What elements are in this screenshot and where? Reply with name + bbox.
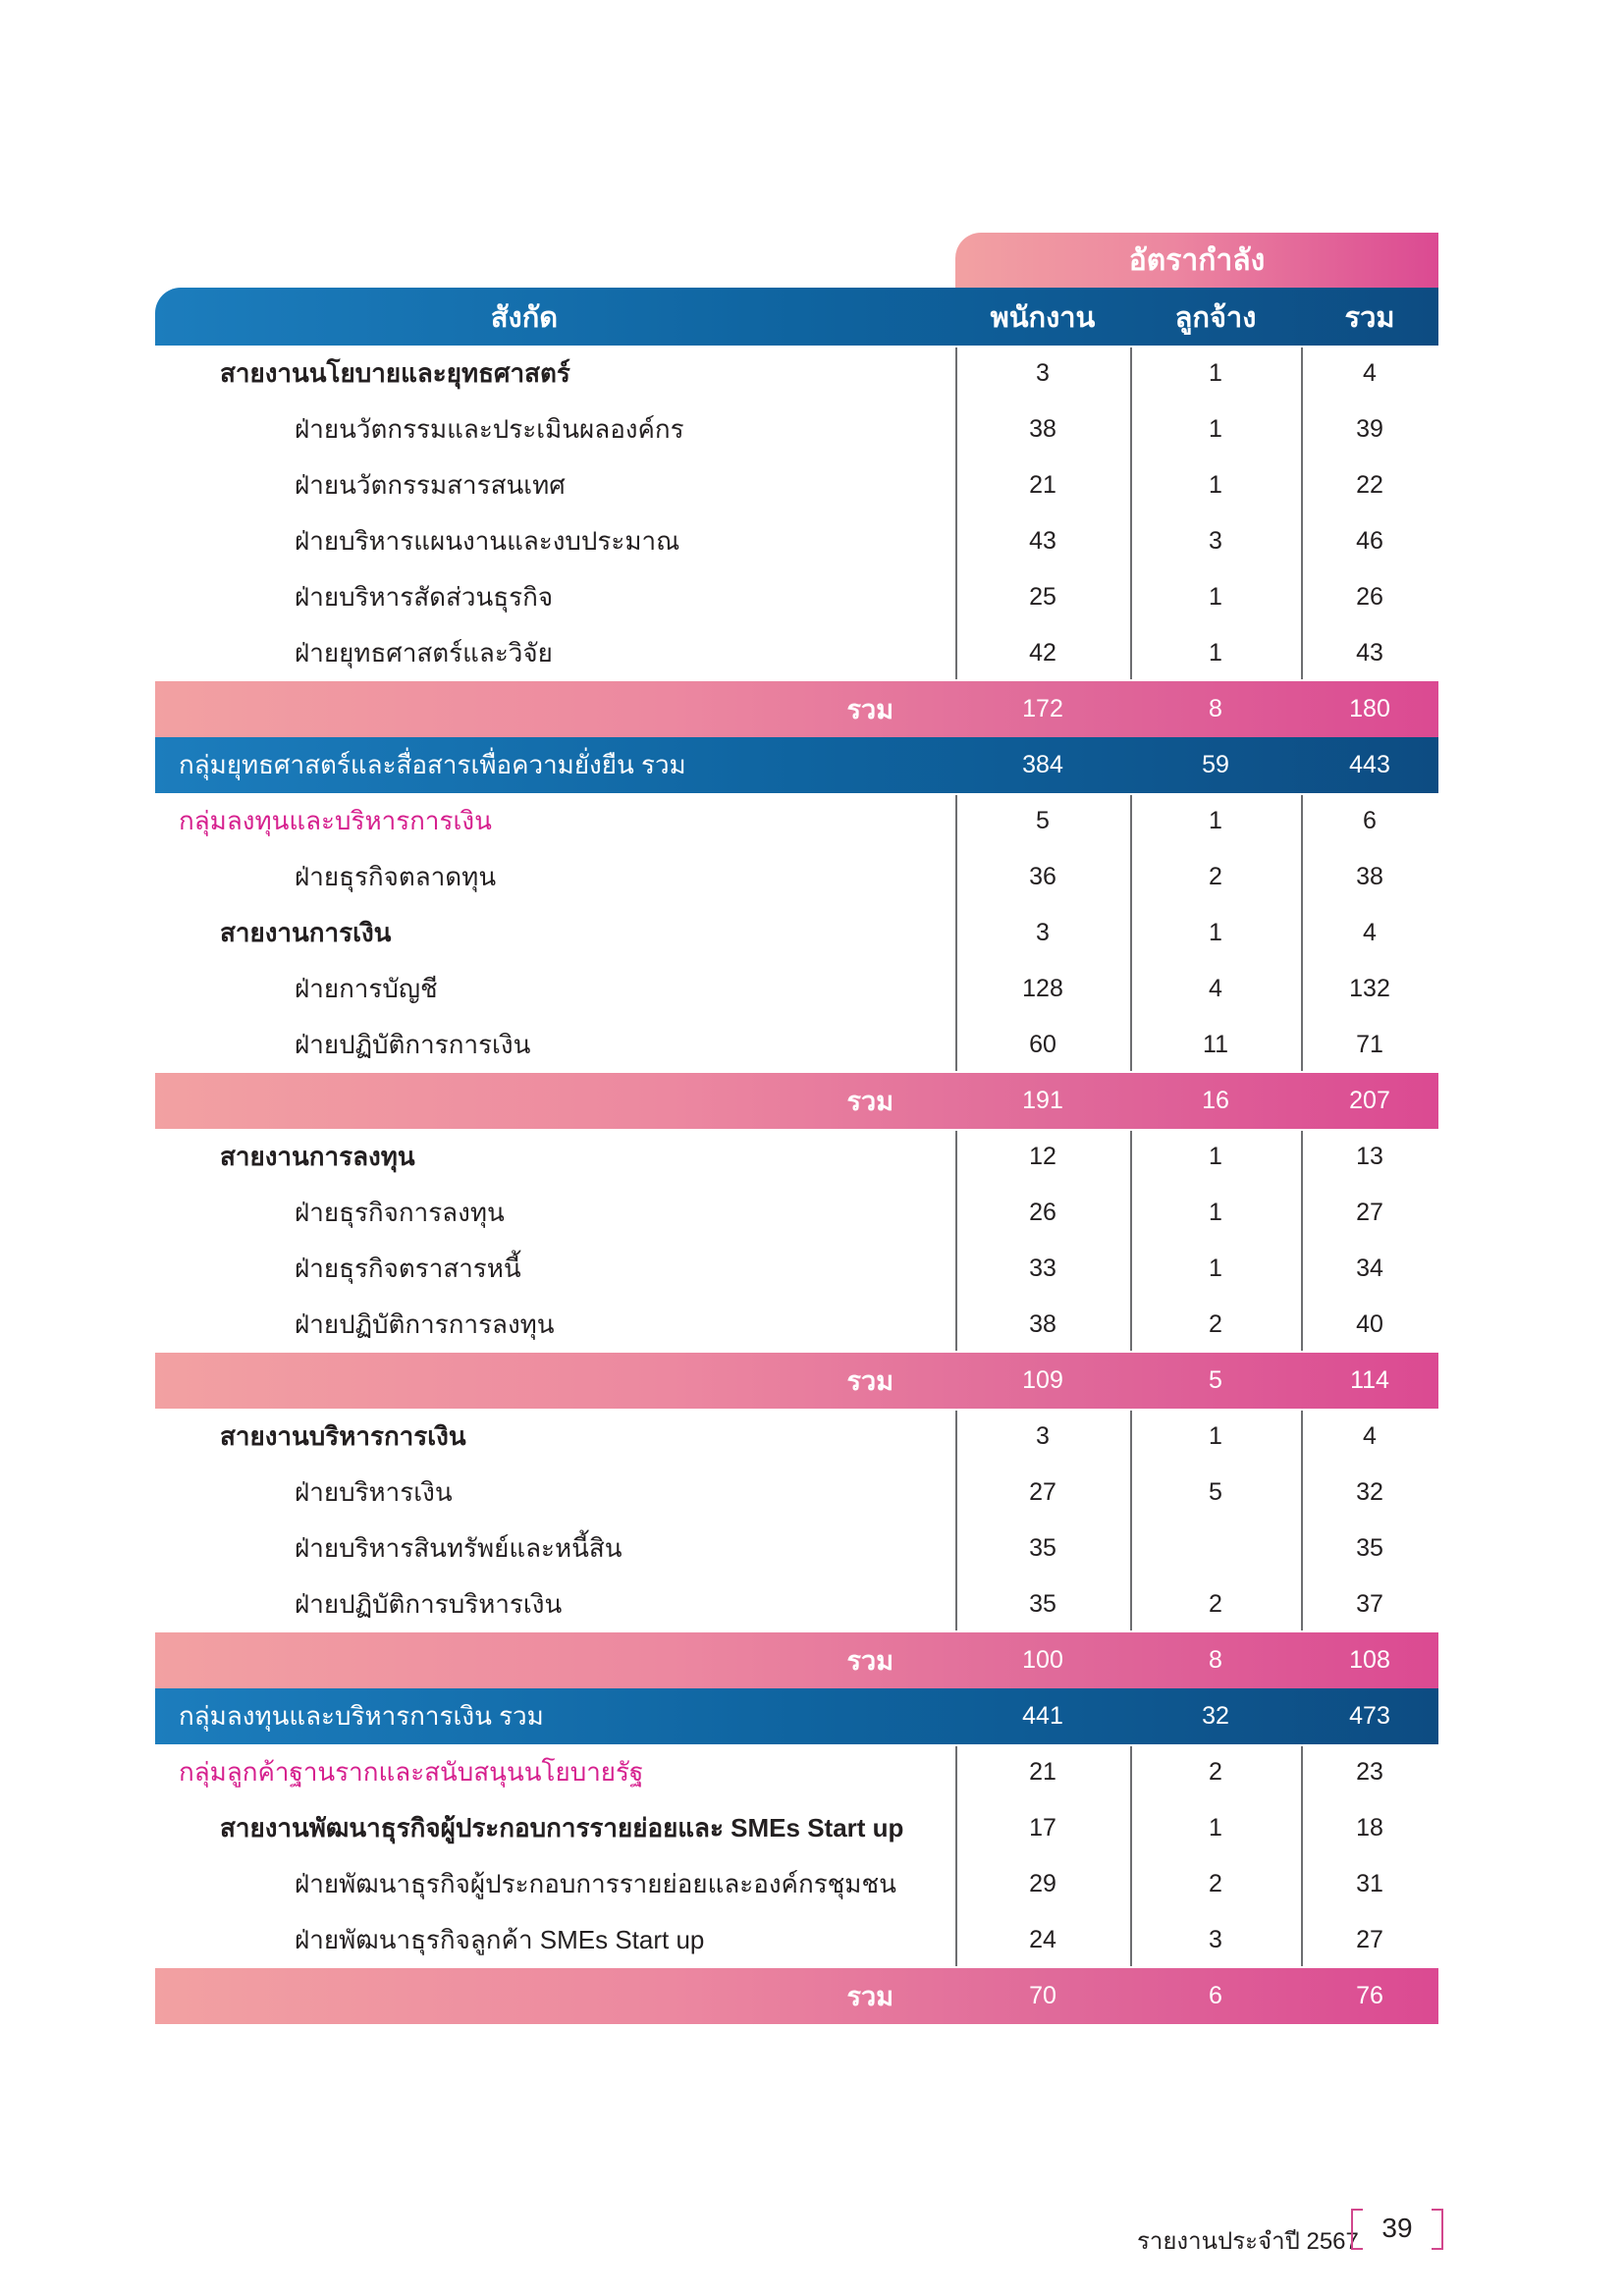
cell-total: 39 (1356, 415, 1383, 443)
cell-total: 132 (1349, 975, 1390, 1002)
department-label: ฝ่ายปฏิบัติการการเงิน (295, 1030, 531, 1059)
cell-employee: 36 (1029, 863, 1056, 890)
subtotal-label: รวม (846, 1982, 893, 2011)
cell-employee: 5 (1036, 807, 1050, 834)
footer-report-title: รายงานประจำปี 2567 (1137, 2227, 1359, 2255)
cell-employee: 27 (1029, 1478, 1056, 1506)
header-group-workforce (955, 233, 1438, 288)
cell-total: 23 (1356, 1758, 1383, 1786)
cell-employee: 441 (1022, 1702, 1063, 1730)
department-label: ฝ่ายบริหารสินทรัพย์และหนี้สิน (295, 1533, 623, 1563)
cell-total: 18 (1356, 1814, 1383, 1842)
table-row (155, 1800, 1438, 1856)
subtotal-row (155, 1632, 1438, 1688)
cell-contractor: 1 (1209, 471, 1222, 499)
cell-employee: 25 (1029, 583, 1056, 611)
table-row (155, 346, 1438, 401)
subtotal-row (155, 1353, 1438, 1409)
page-bracket-right-icon (1432, 2209, 1443, 2250)
subtotal-row (155, 1073, 1438, 1129)
table-row (155, 1017, 1438, 1073)
cell-total: 4 (1363, 919, 1377, 946)
subtotal-label: รวม (846, 1087, 893, 1116)
column-divider (1301, 347, 1303, 679)
table-row (155, 961, 1438, 1017)
subtotal-label: รวม (846, 1366, 893, 1396)
cell-contractor: 2 (1209, 1758, 1222, 1786)
cell-employee: 21 (1029, 471, 1056, 499)
cell-employee: 26 (1029, 1199, 1056, 1226)
table-row (155, 1576, 1438, 1632)
cell-total: 31 (1356, 1870, 1383, 1897)
page-number: 39 (1381, 2213, 1413, 2243)
group-total-row (155, 737, 1438, 793)
cell-employee: 3 (1036, 359, 1050, 387)
cell-total: 108 (1349, 1646, 1390, 1674)
cell-contractor (1130, 1521, 1301, 1576)
cell-total: 6 (1363, 807, 1377, 834)
workforce-table (155, 346, 1438, 2024)
cell-contractor: 6 (1209, 1982, 1222, 2009)
cell-total: 40 (1356, 1310, 1383, 1338)
table-row (155, 1129, 1438, 1185)
column-divider (955, 1131, 957, 1351)
column-divider (1130, 1746, 1132, 1966)
column-divider (1130, 795, 1132, 1071)
subtotal-row (155, 681, 1438, 737)
cell-total: 207 (1349, 1087, 1390, 1114)
cell-total: 180 (1349, 695, 1390, 722)
cell-employee: 109 (1022, 1366, 1063, 1394)
cell-total: 27 (1356, 1926, 1383, 1953)
cell-total: 37 (1356, 1590, 1383, 1618)
table-row (155, 1185, 1438, 1241)
cell-total: 35 (1356, 1534, 1383, 1562)
group-total-row (155, 1688, 1438, 1744)
column-divider (1301, 1411, 1303, 1630)
cell-contractor: 3 (1209, 1926, 1222, 1953)
department-label: ฝ่ายบริหารสัดส่วนธุรกิจ (295, 582, 554, 612)
cell-contractor: 5 (1209, 1478, 1222, 1506)
page-bracket-left-icon (1351, 2209, 1363, 2250)
line-label: สายงานนโยบายและยุทธศาสตร์ (220, 358, 570, 388)
cell-contractor: 59 (1202, 751, 1229, 778)
table-row (155, 1409, 1438, 1465)
cell-employee: 38 (1029, 415, 1056, 443)
cell-employee: 3 (1036, 919, 1050, 946)
cell-total: 76 (1356, 1982, 1383, 2009)
column-header-total: รวม (1344, 301, 1395, 334)
cell-contractor: 2 (1209, 863, 1222, 890)
cell-total: 22 (1356, 471, 1383, 499)
cell-contractor: 1 (1209, 415, 1222, 443)
cell-contractor: 5 (1209, 1366, 1222, 1394)
subtotal-label: รวม (846, 695, 893, 724)
cell-employee: 21 (1029, 1758, 1056, 1786)
table-row (155, 1241, 1438, 1297)
cell-total: 443 (1349, 751, 1390, 778)
cell-employee: 3 (1036, 1422, 1050, 1450)
department-label: ฝ่ายธุรกิจตราสารหนี้ (295, 1254, 521, 1283)
group-label: กลุ่มลูกค้าฐานรากและสนับสนุนนโยบายรัฐ (179, 1757, 644, 1787)
column-divider (1130, 1411, 1132, 1630)
cell-employee: 33 (1029, 1255, 1056, 1282)
cell-contractor: 2 (1209, 1310, 1222, 1338)
department-label: ฝ่ายปฏิบัติการบริหารเงิน (295, 1589, 563, 1619)
table-row (155, 569, 1438, 625)
department-label: ฝ่ายพัฒนาธุรกิจลูกค้า SMEs Start up (295, 1925, 705, 1954)
cell-total: 13 (1356, 1143, 1383, 1170)
table-row (155, 1912, 1438, 1968)
cell-contractor: 16 (1202, 1087, 1229, 1114)
cell-contractor: 1 (1209, 1143, 1222, 1170)
cell-employee: 24 (1029, 1926, 1056, 1953)
cell-employee: 128 (1022, 975, 1063, 1002)
department-label: ฝ่ายนวัตกรรมและประเมินผลองค์กร (295, 414, 684, 444)
cell-contractor: 1 (1209, 583, 1222, 611)
cell-total: 114 (1350, 1366, 1389, 1394)
cell-employee: 35 (1029, 1590, 1056, 1618)
cell-total: 27 (1356, 1199, 1383, 1226)
table-row (155, 1297, 1438, 1353)
department-label: ฝ่ายยุทธศาสตร์และวิจัย (295, 638, 553, 667)
cell-total: 473 (1349, 1702, 1390, 1730)
cell-employee: 70 (1029, 1982, 1056, 2009)
cell-contractor: 1 (1209, 807, 1222, 834)
table-row (155, 1856, 1438, 1912)
column-divider (1301, 795, 1303, 1071)
cell-contractor: 1 (1209, 1255, 1222, 1282)
table-row (155, 401, 1438, 457)
cell-contractor: 1 (1209, 919, 1222, 946)
column-divider (1130, 1131, 1132, 1351)
subtotal-row (155, 1968, 1438, 2024)
cell-employee: 43 (1029, 527, 1056, 555)
table-row (155, 793, 1438, 849)
department-label: ฝ่ายการบัญชี (295, 974, 438, 1003)
header-group-label: อัตรากำลัง (1128, 243, 1266, 277)
cell-contractor: 8 (1209, 1646, 1222, 1674)
cell-total: 46 (1356, 527, 1383, 555)
cell-total: 4 (1363, 1422, 1377, 1450)
cell-contractor: 1 (1209, 1422, 1222, 1450)
cell-employee: 38 (1029, 1310, 1056, 1338)
cell-employee: 60 (1029, 1031, 1056, 1058)
cell-total: 32 (1356, 1478, 1383, 1506)
table-row (155, 1521, 1438, 1576)
cell-total: 4 (1363, 359, 1377, 387)
table-row (155, 849, 1438, 905)
table-row (155, 905, 1438, 961)
column-divider (1301, 1131, 1303, 1351)
cell-employee: 100 (1022, 1646, 1063, 1674)
group-label: กลุ่มลงทุนและบริหารการเงิน (179, 806, 492, 835)
cell-contractor: 3 (1209, 527, 1222, 555)
cell-total: 34 (1356, 1255, 1383, 1282)
table-row (155, 457, 1438, 513)
cell-employee: 29 (1029, 1870, 1056, 1897)
group-total-label: กลุ่มลงทุนและบริหารการเงิน รวม (179, 1701, 544, 1731)
cell-contractor: 1 (1209, 359, 1222, 387)
cell-contractor: 1 (1209, 639, 1222, 667)
column-header-employee: พนักงาน (990, 301, 1096, 334)
table-row (155, 1465, 1438, 1521)
cell-total: 26 (1356, 583, 1383, 611)
table-row (155, 513, 1438, 569)
department-label: ฝ่ายบริหารเงิน (295, 1477, 453, 1507)
line-label: สายงานพัฒนาธุรกิจผู้ประกอบการรายย่อยและ SMEs Start up (220, 1813, 904, 1842)
subtotal-label: รวม (846, 1646, 893, 1676)
cell-contractor: 8 (1209, 695, 1222, 722)
cell-employee: 172 (1022, 695, 1063, 722)
cell-contractor: 2 (1209, 1590, 1222, 1618)
department-label: ฝ่ายนวัตกรรมสารสนเทศ (295, 470, 566, 500)
department-label: ฝ่ายปฏิบัติการการลงทุน (295, 1309, 555, 1339)
cell-employee: 384 (1022, 751, 1063, 778)
cell-contractor: 2 (1209, 1870, 1222, 1897)
cell-contractor: 1 (1209, 1199, 1222, 1226)
column-divider (955, 347, 957, 679)
cell-employee: 12 (1029, 1143, 1056, 1170)
column-divider (1301, 1746, 1303, 1966)
column-header-contractor: ลูกจ้าง (1174, 301, 1257, 334)
cell-employee: 35 (1029, 1534, 1056, 1562)
cell-contractor: 4 (1209, 975, 1222, 1002)
department-label: ฝ่ายพัฒนาธุรกิจผู้ประกอบการรายย่อยและองค์กรชุมชน (295, 1869, 896, 1898)
cell-employee: 191 (1022, 1087, 1063, 1114)
department-label: ฝ่ายธุรกิจตลาดทุน (295, 862, 497, 891)
cell-employee: 17 (1029, 1814, 1056, 1842)
column-header-unit: สังกัด (490, 301, 559, 334)
column-divider (955, 795, 957, 1071)
cell-contractor: 11 (1203, 1031, 1228, 1058)
table-row (155, 1744, 1438, 1800)
cell-contractor: 1 (1209, 1814, 1222, 1842)
cell-contractor: 32 (1202, 1702, 1229, 1730)
line-label: สายงานบริหารการเงิน (220, 1421, 466, 1451)
line-label: สายงานการเงิน (220, 918, 392, 947)
column-divider (955, 1746, 957, 1966)
cell-total: 71 (1356, 1031, 1383, 1058)
column-divider (955, 1411, 957, 1630)
department-label: ฝ่ายบริหารแผนงานและงบประมาณ (295, 526, 680, 556)
line-label: สายงานการลงทุน (220, 1142, 415, 1171)
cell-total: 38 (1356, 863, 1383, 890)
group-total-label: กลุ่มยุทธศาสตร์และสื่อสารเพื่อความยั่งยืน รวม (179, 750, 686, 779)
column-divider (1130, 347, 1132, 679)
table-row (155, 625, 1438, 681)
table-header (155, 288, 1438, 346)
department-label: ฝ่ายธุรกิจการลงทุน (295, 1198, 505, 1227)
cell-employee: 42 (1029, 639, 1056, 667)
cell-total: 43 (1356, 639, 1383, 667)
